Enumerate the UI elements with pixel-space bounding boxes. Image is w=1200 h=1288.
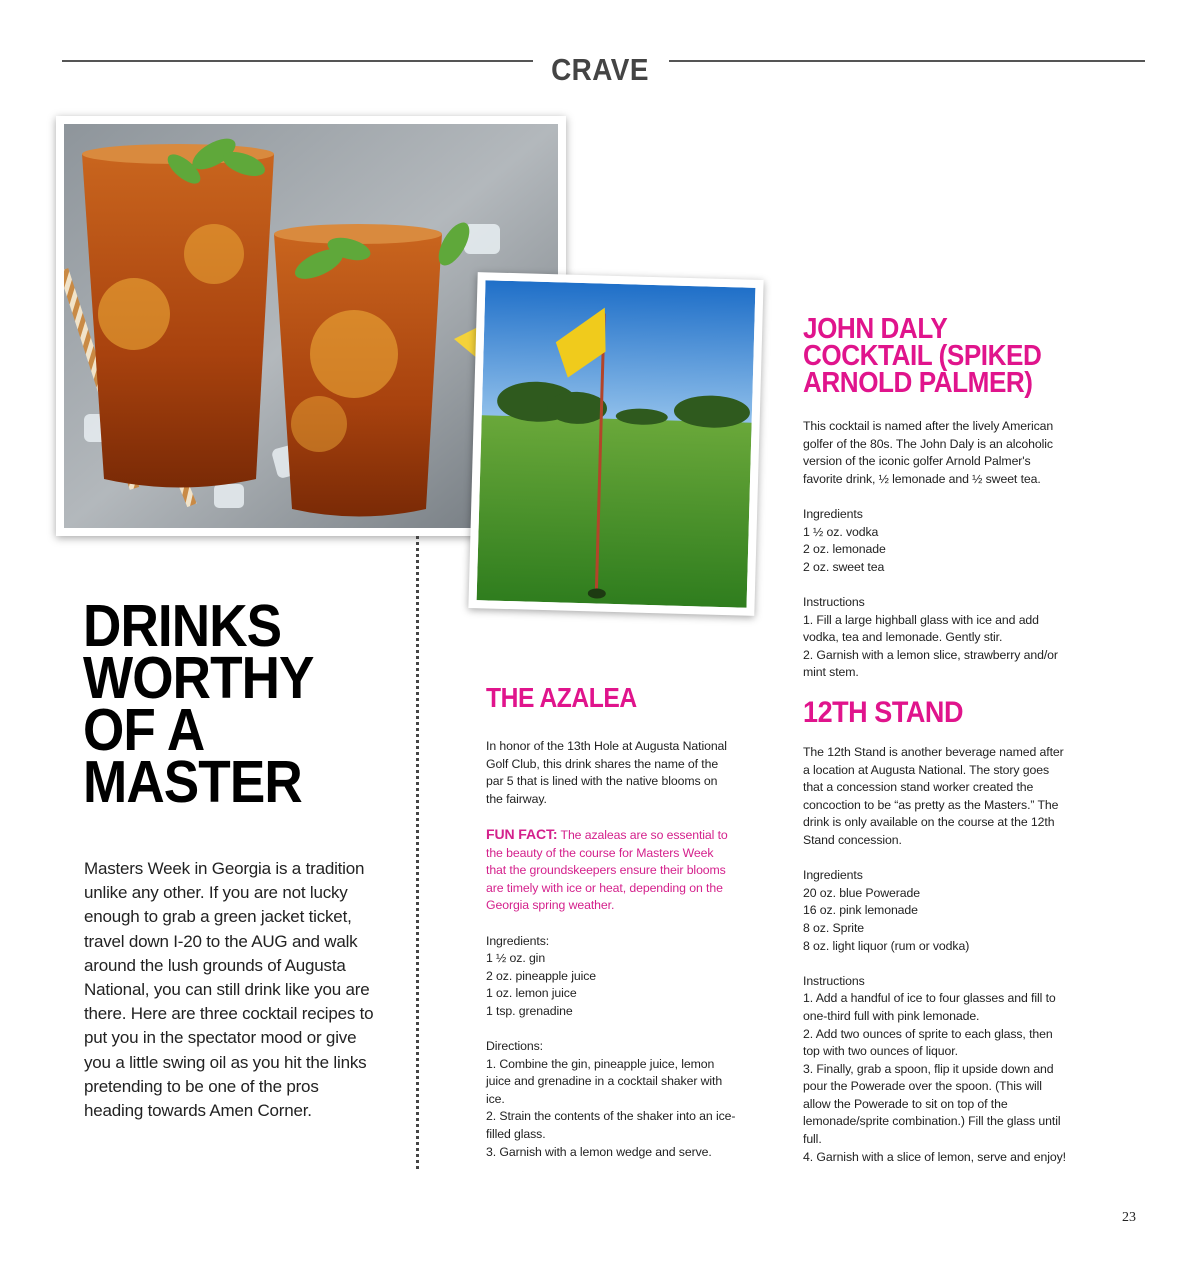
instruction-step: 4. Garnish with a slice of lemon, serve and enjoy! bbox=[803, 1149, 1066, 1164]
headline-line: MASTER bbox=[83, 749, 302, 815]
headline-line: WORTHY bbox=[83, 645, 314, 711]
instruction-step: 1. Add a handful of ice to four glasses and fill to one-third full with pink lemonade. bbox=[803, 991, 1056, 1023]
twelfth-stand-instructions bbox=[803, 973, 1068, 1167]
ingredient-item: 2 oz. pineapple juice bbox=[486, 968, 597, 983]
instruction-step: 1. Fill a large highball glass with ice and add vodka, tea and lemonade. Gently stir. bbox=[803, 612, 1039, 645]
azalea-directions bbox=[486, 1038, 736, 1161]
twelfth-stand-ingredients bbox=[803, 867, 1068, 955]
ingredient-item: 16 oz. pink lemonade bbox=[803, 903, 918, 918]
column-divider bbox=[416, 536, 419, 1169]
instruction-step: 2. Garnish with a lemon slice, strawberry and/or mint stem. bbox=[803, 647, 1058, 680]
twelfth-stand-column bbox=[803, 744, 1068, 1184]
instruction-step: 2. Add two ounces of sprite to each glass, then top with two ounces of liquor. bbox=[803, 1026, 1053, 1059]
header-rule-right bbox=[669, 60, 1145, 62]
ingredients-label: Ingredients: bbox=[486, 933, 550, 948]
john-daly-instructions bbox=[803, 594, 1068, 682]
headline-line: OF A bbox=[83, 697, 205, 763]
azalea-title: THE AZALEA bbox=[486, 682, 637, 713]
headline-line: DRINKS bbox=[83, 593, 282, 659]
instruction-step: 3. Finally, grab a spoon, flip it upside down and pour the Powerade over the spoon. (This will allow the Powerade to sit on top of the lemonade/sprite combination.) Fill the glass until full. bbox=[803, 1061, 1061, 1147]
section-title: CRAVE bbox=[551, 52, 649, 87]
ingredient-item: 20 oz. blue Powerade bbox=[803, 885, 920, 900]
ingredients-label: Ingredients bbox=[803, 868, 863, 883]
instructions-label: Instructions bbox=[803, 594, 865, 609]
ingredients-label: Ingredients bbox=[803, 506, 863, 521]
fun-fact bbox=[486, 826, 736, 915]
direction-step: 1. Combine the gin, pineapple juice, lemon juice and grenadine in a cocktail shaker with ice. bbox=[486, 1056, 723, 1106]
azalea-ingredients bbox=[486, 933, 736, 1021]
ingredient-item: 1 tsp. grenadine bbox=[486, 1003, 573, 1018]
directions-label: Directions: bbox=[486, 1039, 543, 1054]
john-daly-title: JOHN DALY COCKTAIL (SPIKED ARNOLD PALMER) bbox=[803, 313, 1042, 399]
page-number: 23 bbox=[1122, 1210, 1136, 1225]
ingredient-item: 1 ½ oz. vodka bbox=[803, 524, 879, 539]
ingredient-item: 1 ½ oz. gin bbox=[486, 951, 546, 966]
john-daly-column bbox=[803, 418, 1068, 700]
ingredient-item: 1 oz. lemon juice bbox=[486, 986, 577, 1001]
fun-fact-text: The azaleas are so essential to the beauty of the course for Masters Week that the groundskeepers ensure their blooms are timely with ice or heat, depending on the Georgia spring weather. bbox=[486, 827, 728, 913]
john-daly-description: This cocktail is named after the lively American golfer of the 80s. The John Daly is an alcoholic version of the iconic golfer Arnold Palmer's favorite drink, ½ lemonade and ½ sweet tea. bbox=[803, 419, 1054, 486]
ingredient-item: 8 oz. light liquor (rum or vodka) bbox=[803, 938, 970, 953]
ingredient-item: 2 oz. sweet tea bbox=[803, 559, 885, 574]
direction-step: 2. Strain the contents of the shaker into an ice-filled glass. bbox=[486, 1109, 736, 1142]
page-headline bbox=[83, 593, 380, 815]
instructions-label: Instructions bbox=[803, 973, 865, 988]
azalea-description: In honor of the 13th Hole at Augusta National Golf Club, this drink shares the name of the par 5 that is lined with the native blooms on the fairway. bbox=[486, 739, 727, 806]
azalea-column bbox=[486, 738, 736, 1179]
header-rule-left bbox=[62, 60, 533, 62]
golf-photo-image bbox=[477, 280, 756, 607]
john-daly-ingredients bbox=[803, 506, 1068, 576]
intro-paragraph: Masters Week in Georgia is a tradition unlike any other. If you are not lucky enough to grab a green jacket ticket, travel down I-20 to the AUG and walk around the lush grounds of Augusta National, you can still drink like you are there. Here are three cocktail recipes to put you in the spectator mood or give you a little swing oil as you hit the links pretending to be one of the pros heading towards Amen Corner. bbox=[84, 859, 374, 1121]
ingredient-item: 8 oz. Sprite bbox=[803, 920, 864, 935]
direction-step: 3. Garnish with a lemon wedge and serve. bbox=[486, 1144, 712, 1159]
twelfth-stand-description: The 12th Stand is another beverage named after a location at Augusta National. The story goes that a concession stand worker created the concoction to be “as pretty as the Masters.” The drink is only available on the course at the 12th Stand concession. bbox=[803, 745, 1064, 847]
fun-fact-label: FUN FACT: bbox=[486, 825, 558, 842]
twelfth-stand-title: 12TH STAND bbox=[803, 696, 964, 729]
ingredient-item: 2 oz. lemonade bbox=[803, 542, 886, 557]
golf-photo bbox=[468, 272, 763, 616]
